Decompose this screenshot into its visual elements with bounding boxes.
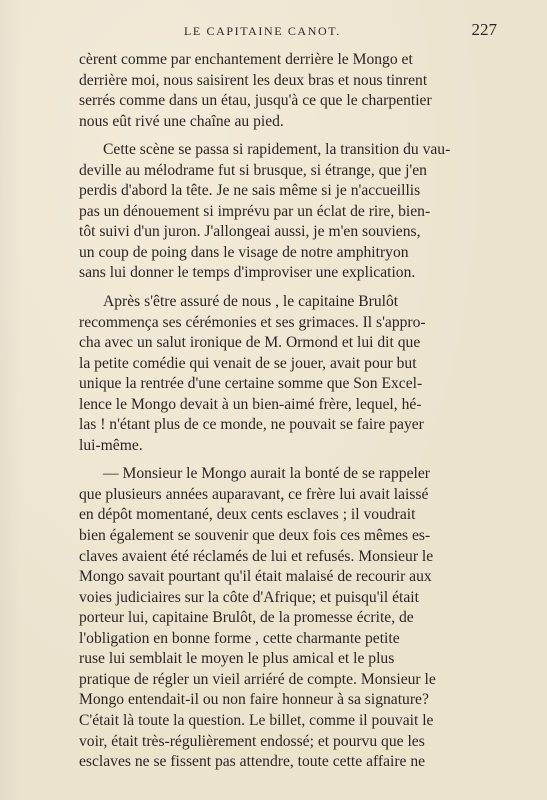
body-text bbox=[79, 50, 497, 773]
text-line: tôt suivi d'un juron. J'allongeai aussi, je m'en souviens, bbox=[79, 223, 421, 241]
text-line: recommença ses cérémonies et ses grimaces. Il s'appro- bbox=[79, 313, 426, 331]
text-line: cha avec un salut ironique de M. Ormond et lui dit que bbox=[79, 334, 421, 352]
text-line: serrés comme dans un étau, jusqu'à ce que le charpentier bbox=[79, 92, 432, 110]
text-line: porteur lui, capitaine Brulôt, de la promesse écrite, de bbox=[79, 609, 414, 627]
paragraph bbox=[79, 464, 497, 772]
text-line: bien également se souvenir que deux fois ces mêmes es- bbox=[79, 527, 431, 545]
text-line: las ! n'étant plus de ce monde, ne pouvait se faire payer bbox=[79, 416, 424, 434]
text-line: un coup de poing dans le visage de notre amphitryon bbox=[79, 243, 409, 261]
text-line: Cette scène se passa si rapidement, la transition du vau- bbox=[103, 141, 451, 159]
text-line: deville au mélodrame fut si brusque, si étrange, que j'en bbox=[79, 161, 427, 179]
text-line: voir, était très-régulièrement endossé; et pourvu que les bbox=[79, 732, 425, 750]
text-line: derrière moi, nous saisirent les deux bras et nous tinrent bbox=[79, 71, 428, 89]
paragraph bbox=[79, 140, 497, 284]
text-line: Mongo entendait-il ou non faire honneur à sa signature? bbox=[79, 691, 429, 709]
running-title: LE CAPITAINE CANOT. bbox=[184, 24, 341, 38]
text-line: C'était là toute la question. Le billet, comme il pouvait le bbox=[79, 711, 434, 729]
text-line: ruse lui semblait le moyen le plus amical et le plus bbox=[79, 650, 395, 668]
text-line: perdis d'abord la tête. Je ne sais même si je n'accueillis bbox=[79, 182, 421, 200]
paragraph bbox=[79, 50, 497, 132]
text-line: esclaves ne se fissent pas attendre, toute cette affaire ne bbox=[79, 753, 426, 771]
running-head bbox=[79, 20, 497, 44]
text-line: unique la rentrée d'une certaine somme que Son Excel- bbox=[79, 375, 423, 393]
text-line: l'obligation en bonne forme , cette charmante petite bbox=[79, 629, 400, 647]
text-line: cèrent comme par enchantement derrière le Mongo et bbox=[79, 51, 413, 68]
text-line: voies judiciaires sur la côte d'Afrique; et puisqu'il était bbox=[79, 588, 419, 606]
page-number: 227 bbox=[471, 20, 497, 39]
text-line: en dépôt momentané, deux cents esclaves ; il voudrait bbox=[79, 506, 416, 524]
text-line: lence le Mongo devait à un bien-aimé frère, lequel, hé- bbox=[79, 395, 422, 413]
text-line: la petite comédie qui venait de se jouer, avait pour but bbox=[79, 354, 417, 372]
text-line: — Monsieur le Mongo aurait la bonté de se rappeler bbox=[103, 465, 430, 483]
text-line: claves avaient été réclamés de lui et refusés. Monsieur le bbox=[79, 547, 434, 565]
text-line: Après s'être assuré de nous , le capitaine Brulôt bbox=[103, 293, 399, 311]
text-line: lui-même. bbox=[79, 436, 143, 454]
text-line: nous eût rivé une chaîne au pied. bbox=[79, 112, 284, 130]
paragraph bbox=[79, 292, 497, 456]
text-line: pas un dénouement si imprévu par un éclat de rire, bien- bbox=[79, 202, 431, 220]
text-line: Mongo savait pourtant qu'il était malaisé de recourir aux bbox=[79, 568, 432, 586]
text-line: pratique de régler un vieil arriéré de compte. Monsieur le bbox=[79, 670, 436, 688]
text-line: que plusieurs années auparavant, ce frère lui avait laissé bbox=[79, 485, 429, 503]
text-line: sans lui donner le temps d'improviser une explication. bbox=[79, 264, 416, 282]
